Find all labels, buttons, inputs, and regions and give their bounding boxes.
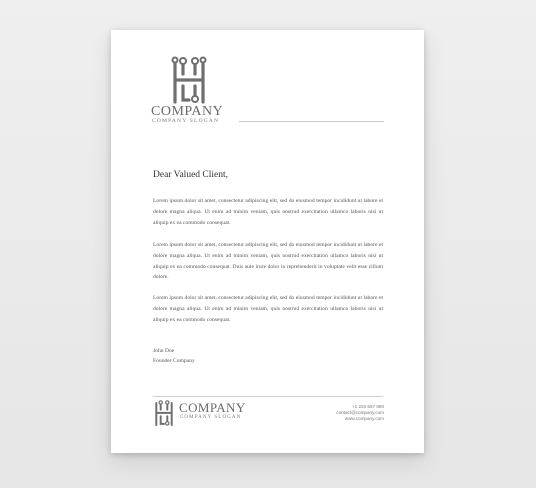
contact-website: www.company.com [344, 416, 384, 421]
footer-divider [153, 396, 383, 397]
header-divider [239, 121, 384, 122]
contact-phone: +1 234 567 890 [351, 404, 384, 409]
signature-name: John Doe [153, 348, 175, 354]
letter-paragraph-2: Lorem ipsum dolor sit amet, consectetur adipiscing elit, sed do eiusmod tempor incididunt ut labore et dolore magna aliqua. Ut enim ad minim veniam, quis nostrud exercitation ullamco laboris nisi ut aliquip ex ea commodo consequat. Duis aute irure dolor in reprehenderit in voluptate velit esse cillum dolore. [153, 242, 383, 281]
letter-paragraph-1: Lorem ipsum dolor sit amet, consectetur adipiscing elit, sed do eiusmod tempor incididunt ut labore et dolore magna aliqua. Ut enim ad minim veniam, quis nostrud exercitation ullamco laboris nisi ut aliquip ex ea commodo consequat. [153, 198, 383, 226]
letter-paragraph-3: Lorem ipsum dolor sit amet, consectetur adipiscing elit, sed do eiusmod tempor incididunt ut labore et dolore magna aliqua. Ut enim ad minim veniam, quis nostrud exercitation ullamco laboris nisi ut aliquip ex ea commodo consequat. [153, 295, 383, 323]
contact-block [336, 404, 384, 422]
footer-company-slogan: COMPANY SLOGAN [180, 415, 242, 420]
circuit-h-logo-icon [169, 56, 209, 108]
salutation: Dear Valued Client, [153, 170, 229, 180]
company-name: COMPANY [151, 104, 224, 119]
circuit-h-logo-icon [153, 399, 175, 429]
footer-company-name: COMPANY [179, 400, 246, 415]
signature-title: Founder Company [153, 358, 195, 364]
letterhead-page [111, 30, 424, 453]
company-slogan: COMPANY SLOGAN [152, 118, 220, 124]
contact-email: contact@company.com [336, 410, 384, 415]
